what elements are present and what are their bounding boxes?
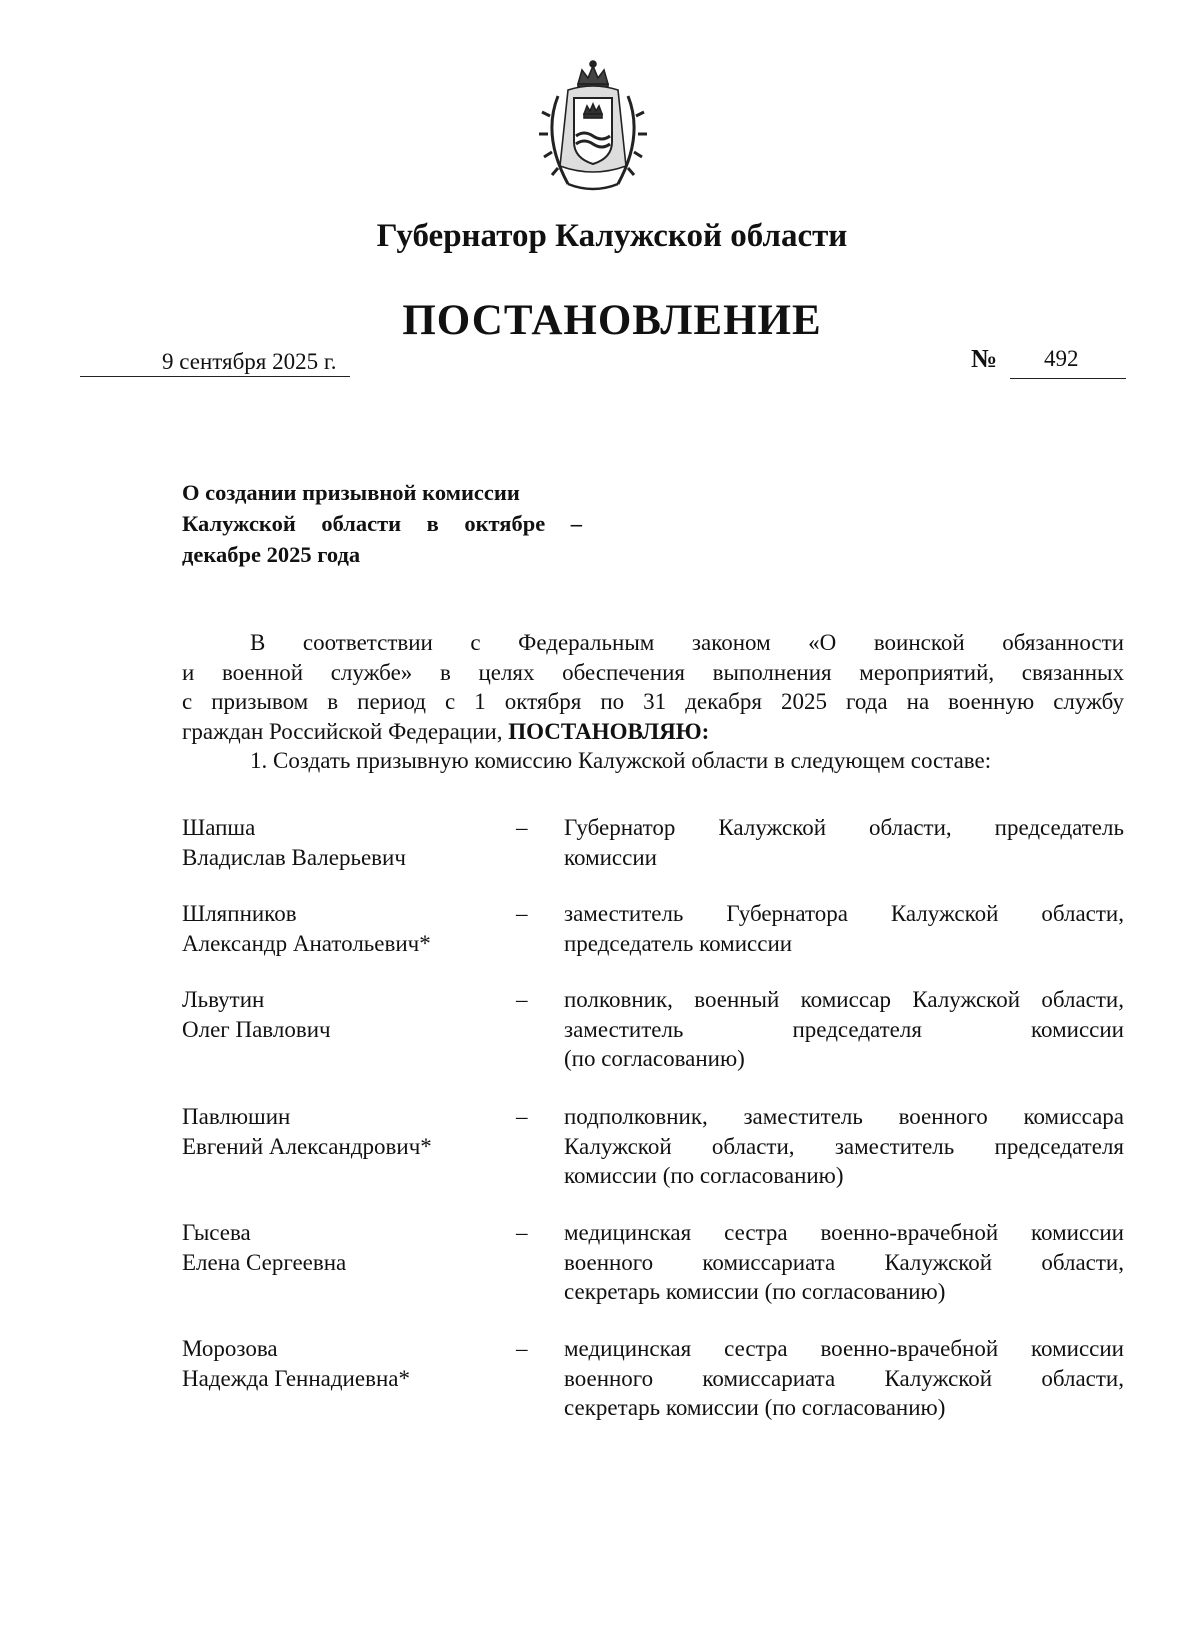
role-line: заместитель председателя комиссии xyxy=(564,1016,1124,1042)
member-name xyxy=(182,1334,502,1393)
decree-word: ПОСТАНОВЛЯЮ: xyxy=(508,718,710,744)
clause-1: 1. Создать призывную комиссию Калужской области в следующем составе: xyxy=(250,748,992,773)
preamble-line: с призывом в период с 1 октября по 31 декабря 2025 года на военную службу xyxy=(182,689,1124,714)
member-role xyxy=(564,1218,1124,1307)
role-line: военного комиссариата Калужской области, xyxy=(564,1365,1124,1391)
member-name xyxy=(182,985,502,1044)
member-role xyxy=(564,1334,1124,1423)
role-line: медицинская сестра военно-врачебной комиссии xyxy=(564,1336,1124,1361)
subject-line: О создании призывной комиссии xyxy=(182,480,520,505)
member-surname: Шляпников xyxy=(182,901,297,926)
member-name xyxy=(182,813,502,872)
member-role xyxy=(564,813,1124,872)
document-type-title: ПОСТАНОВЛЕНИЕ xyxy=(402,297,822,344)
document-date: 9 сентября 2025 г. xyxy=(162,349,337,374)
preamble-line-text: граждан Российской Федерации, xyxy=(182,718,503,744)
number-label: № xyxy=(971,344,998,373)
role-line: заместитель Губернатора Калужской области, xyxy=(564,901,1124,926)
role-line: подполковник, заместитель военного комиссара xyxy=(564,1104,1124,1129)
member-given-names: Евгений Александрович* xyxy=(182,1133,432,1159)
subject-line: декабре 2025 года xyxy=(182,542,361,567)
issuing-authority-title: Губернатор Калужской области xyxy=(376,218,848,254)
role-line: полковник, военный комиссар Калужской области, xyxy=(564,987,1124,1012)
member-dash: – xyxy=(516,1220,528,1245)
member-dash: – xyxy=(516,1336,528,1361)
role-line: военного комиссариата Калужской области, xyxy=(564,1249,1124,1275)
role-line: Калужской области, заместитель председателя xyxy=(564,1133,1124,1159)
member-dash: – xyxy=(516,815,528,840)
member-name xyxy=(182,1102,502,1161)
preamble-line: В соответствии с Федеральным законом «О воинской обязанности xyxy=(250,630,1124,655)
subject-line: Калужской области в октябре – xyxy=(182,511,582,536)
member-role xyxy=(564,899,1124,958)
coat-of-arms-emblem xyxy=(528,56,658,196)
role-line: комиссии xyxy=(564,844,657,870)
role-line: председатель комиссии xyxy=(564,930,793,956)
member-name xyxy=(182,899,502,958)
date-field xyxy=(80,348,350,377)
role-line: секретарь комиссии (по согласованию) xyxy=(564,1279,946,1304)
member-surname: Павлюшин xyxy=(182,1104,291,1129)
member-surname: Гысева xyxy=(182,1220,251,1245)
preamble-paragraph xyxy=(182,628,1124,776)
role-line: комиссии (по согласованию) xyxy=(564,1163,844,1188)
preamble-line-final xyxy=(182,717,1124,747)
role-line: (по согласованию) xyxy=(564,1046,745,1071)
member-surname: Морозова xyxy=(182,1336,278,1361)
role-line: медицинская сестра военно-врачебной комиссии xyxy=(564,1220,1124,1245)
member-name xyxy=(182,1218,502,1277)
role-line: секретарь комиссии (по согласованию) xyxy=(564,1395,946,1420)
member-role xyxy=(564,1102,1124,1191)
member-surname: Львутин xyxy=(182,987,265,1012)
role-line: Губернатор Калужской области, председатель xyxy=(564,815,1124,840)
document-subject xyxy=(182,477,582,570)
member-dash: – xyxy=(516,1104,528,1129)
member-given-names: Олег Павлович xyxy=(182,1016,331,1042)
member-role xyxy=(564,985,1124,1074)
member-given-names: Александр Анатольевич* xyxy=(182,930,431,956)
member-surname: Шапша xyxy=(182,815,256,840)
member-dash: – xyxy=(516,987,528,1012)
document-number: 492 xyxy=(1044,346,1079,371)
member-given-names: Надежда Геннадиевна* xyxy=(182,1365,410,1391)
member-dash: – xyxy=(516,901,528,926)
member-given-names: Елена Сергеевна xyxy=(182,1249,347,1275)
preamble-line: и военной службе» в целях обеспечения выполнения мероприятий, связанных xyxy=(182,659,1124,685)
member-given-names: Владислав Валерьевич xyxy=(182,844,406,870)
